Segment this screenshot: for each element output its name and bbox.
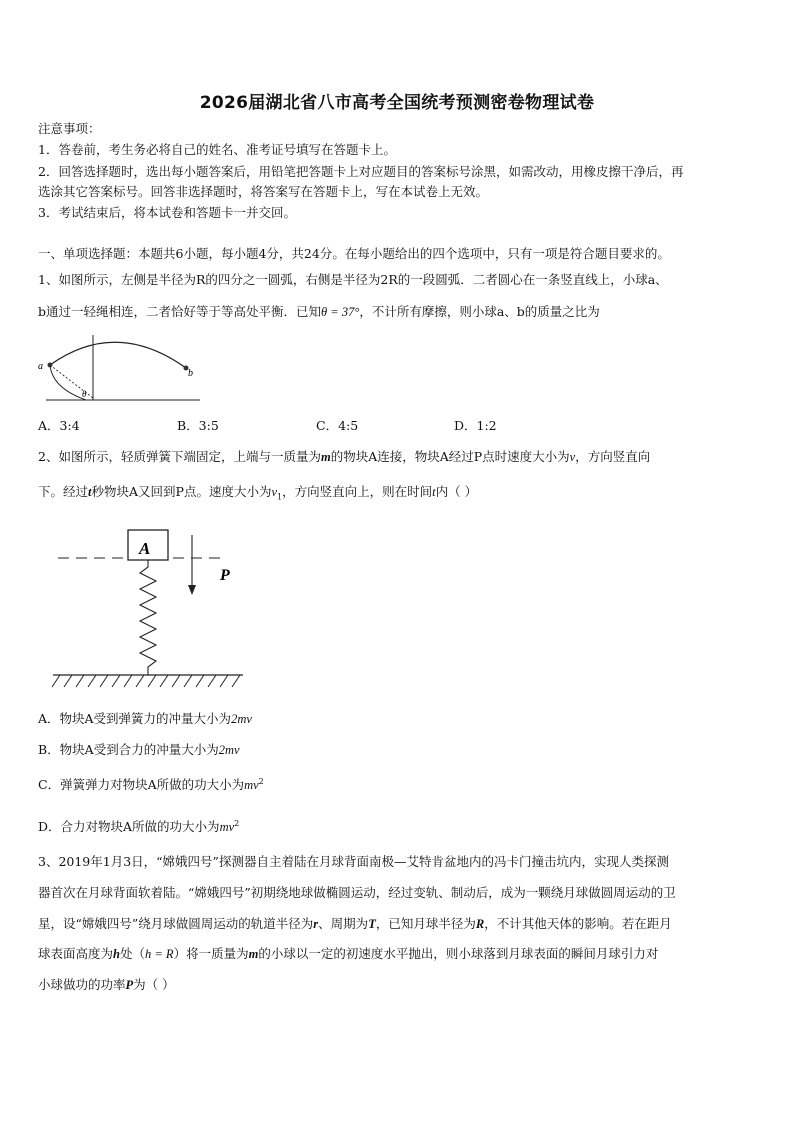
question-2-line: 2、如图所示，轻质弹簧下端固定，上端与一质量为m的物块A连接，物块A经过P点时速度大小为v，方向竖直向 <box>38 449 651 464</box>
option-c: C．弹簧弹力对物块A所做的功大小为$mv^2$ <box>38 776 264 792</box>
option-a: A．3:4 <box>38 418 80 433</box>
question-3-line: 小球做功的功率P为（ ） <box>38 977 175 992</box>
question-1-line: 1、如图所示，左侧是半径为R的四分之一圆弧，右侧是半径为2R的一段圆弧．二者圆心在一条竖直线上，小球a、 <box>38 272 668 287</box>
question-3-line: 3、2019年1月3日，“嫦娥四号”探测器自主着陆在月球背面南极—艾特肯盆地内的冯卡门撞击坑内，实现人类探测 <box>38 854 669 869</box>
question-3-line: 球表面高度为h处（h = R）将一质量为m的小球以一定的初速度水平抛出，则小球落到月球表面的瞬间月球引力对 <box>38 946 659 961</box>
notice-item: 2．回答选择题时，选出每小题答案后，用铅笔把答题卡上对应题目的答案标号涂黑，如需改动，用橡皮擦干净后，再 <box>38 164 684 179</box>
label-b: b <box>188 368 193 379</box>
notice-item: 选涂其它答案标号。回答非选择题时，将答案写在答题卡上，写在本试卷上无效。 <box>38 184 489 199</box>
label-theta: θ <box>82 389 87 399</box>
arrow-down-icon <box>188 585 196 595</box>
notice-heading: 注意事项： <box>38 121 101 136</box>
label-p: P <box>220 567 230 584</box>
question-3-line: 器首次在月球背面软着陆。“嫦娥四号”初期绕地球做椭圆运动，经过变轨、制动后，成为一颗绕月球做圆周运动的卫 <box>38 885 676 900</box>
question-2-line: 下。经过t秒物块A又回到P点。速度大小为$v_1$，方向竖直向上，则在时间t内（ ） <box>38 484 478 502</box>
option-d: D．1:2 <box>454 418 497 433</box>
notice-item: 3．考试结束后，将本试卷和答题卡一并交回。 <box>38 205 296 220</box>
label-block-a: A <box>139 539 151 558</box>
option-b: B．物块A受到合力的冲量大小为2mv <box>38 742 240 757</box>
option-d: D．合力对物块A所做的功大小为$mv^2$ <box>38 818 240 834</box>
arc-figure <box>36 330 206 405</box>
notice-item: 1．答卷前，考生务必将自己的姓名、准考证号填写在答题卡上。 <box>38 142 396 157</box>
option-a: A．物块A受到弹簧力的冲量大小为2mv <box>38 711 252 726</box>
page-title: 2026届湖北省八市高考全国统考预测密卷物理试卷 <box>199 93 595 113</box>
section-heading: 一、单项选择题：本题共6小题，每小题4分，共24分。在每小题给出的四个选项中，只有一项是符合题目要求的。 <box>38 246 670 261</box>
option-c: C．4:5 <box>316 418 359 433</box>
question-3-line: 星，设“嫦娥四号”绕月球做圆周运动的轨道半径为r、周期为T，已知月球半径为R，不计其他天体的影响。若在距月 <box>38 916 672 931</box>
option-b: B．3:5 <box>177 418 219 433</box>
question-1-line: b通过一轻绳相连，二者恰好等于等高处平衡．已知θ = 37°，不计所有摩擦，则小球a、b的质量之比为 <box>38 304 600 319</box>
spring <box>140 560 156 675</box>
label-a: a <box>38 361 43 372</box>
spring-figure <box>48 525 248 690</box>
ball-a <box>48 363 53 368</box>
theta-value: θ = 37° <box>321 305 360 319</box>
